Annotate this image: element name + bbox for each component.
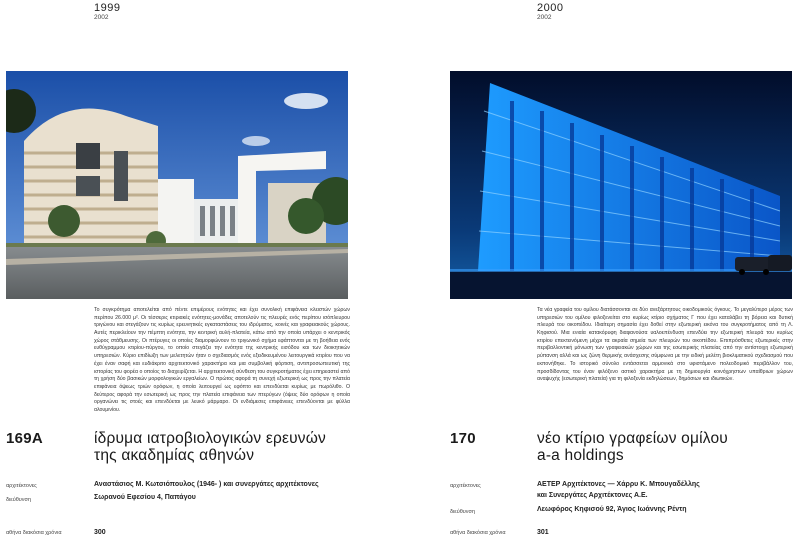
years-sub: 2002 [94,14,109,21]
title-line-2: της ακαδημίας αθηνών [94,447,255,464]
footer-label: αθήνα διακόσια χρόνια [450,530,506,536]
photo-aa-holdings-building [450,71,792,299]
page-number: 300 [94,529,106,536]
architects-line-1: ΑΕΤΕΡ Αρχιτέκτονες — Χάρρυ Κ. Μπουγαδέλλης [537,481,700,488]
entry-number: 169A [6,430,44,447]
page-number: 301 [537,529,549,536]
right-page [400,0,800,538]
architects-label: αρχιτέκτονες [450,483,481,489]
footer-label: αθήνα διακόσια χρόνια [6,530,62,536]
photo-medical-research-foundation [6,71,348,299]
address-value: Σωρανού Εφεσίου 4, Παπάγου [94,494,196,501]
architects-value [537,479,797,501]
year: 2000 [537,2,564,14]
address-label: διεύθυνση [6,497,32,503]
title-line-1: νέο κτίριο γραφείων ομίλου [537,430,728,447]
entry-title [537,430,797,464]
years-sub: 2002 [537,14,552,21]
title-line-2: a-a holdings [537,447,624,464]
address-value: Λεωφόρος Κηφισού 92, Άγιος Ιωάννης Ρέντη [537,506,687,513]
address-label: διεύθυνση [450,509,476,515]
year: 1999 [94,2,121,14]
architects-value: Αναστάσιος Μ. Κωτσιόπουλος (1946- ) και συνεργάτες αρχιτέκτονες [94,481,319,488]
architects-label: αρχιτέκτονες [6,483,37,489]
description-text: Το συγκρότημα αποτελείται από πέντε επιμέρους ενότητες και έχει συνολική επιφάνεια κλειστών χώρων περίπου 26.000 μ². Οι τέσσερις κτιριακές ενότητες-μονάδες αποτελούν τις πλευρές ενός περίπου ισόπλευρου τριγώνου και στεγάζουν τις κυρίως ερευνητικές εγκαταστάσεις του ιδρύματος, κοινές και γραφειακούς χώρους. Αυτές περικλείουν την πέμπτη ενότητα, την κεντρική αυλή-πλατεία, κάτω από την οποία υπάρχει ο κεντρικός χώρος στάθμευσης. Οι πτέρυγες οι οποίες διαμορφώνουν το τριγωνικό σχήμα εφάπτονται με τη βοήθεια ενός ευθύγραμμου κτιρίου-πύργου, το οποίο στεγάζει την ενότητα της κεντρικής εισόδου και των διοικητικών υπηρεσιών. Κύριο επιδίωξη των μελετητών ήταν ο σχεδιασμός ενός εξειδικευμένου λειτουργικά κτιρίου που να έχει έναν σαφή και ευδιάκριτο αρχιτεκτονικό χαρακτήρα και μια συμβολική φόρτιση, αντιπροσωπευτική της ιστορίας του φορέα ο οποίος το διαχειρίζεται. Η αρχιτεκτονική σύνθεση του συγκροτήματος έχει επηρεαστεί από τη χρήση δύο βασικών μορφολογικών εργαλείων. Ο πρώτος αφορά τη συνεχή εξωτερική ως προς την πλατεία επιφάνεια όψεως τριών ορόφων, η οποία λειτουργεί ως εφόπτο και επενδύεται κυρίως με πωρόλιθο. Ο δεύτερος αφορά την εσωτερική ως προς την πλατεία επιφάνεια των πτερύγων (όψεις δύο ορόφων η οποία οργανώνει τις στοές και επενδύεται με λευκό μάρμαρο. Οι ενδιάμεσες επιφάνειες επενδύονται με φύλλα αλουμινίου. [94,307,350,413]
architects-line-2: και Συνεργάτες Αρχιτέκτονες Α.Ε. [537,492,648,499]
description-text: Τα νέα γραφεία του ομίλου διατάσσονται σε δύο ανεξάρτητους οικοδομικούς όγκους. Το μεγαλύτερο μέρος των υπηρεσιών του ομίλου φιλοξενείται στο κυρίως κτίριο σχήματος Γ που έχει καταλάβει τη βόρεια και δυτική πλευρά του οικοπέδου. Ιδιαίτερη σημασία έχει δοθεί στην εξωτερική εικόνα του συγκροτήματος από τη Λ. Κηφισού. Μια ενιαία κατακόρυφη διαφανούσα υαλοεπένδυση επενδύει την εξωτερική πλευρά του κυρίως κτιρίου επεκτεινόμενη μέχρι τα ακραία σημεία των πλευρών του οικοπέδου. Επιπρόσθετες εξωτερικές στην περιβαλλοντική μόνωση των γραφειακών χώρων και της εσωτερικής πλατείας από την αντίστοιχη εξωτερική ρύπανση αλλά και ως ζώνη θερμικής ανάσχεσης σύμφωνα με την ειδική μελέτη βιοκλιματικού σχεδιασμού που εκπονήθηκε. Το ιστορικό σύνολο εντάσσεται αρμονικά στο υφιστάμενο πολεοδομικό περιβάλλον του, προσδίδοντας του έναν φιλόξενο αστικό χαρακτήρα με τη δημιουργία κοινόχρηστων υπαίθριων χώρων αναψυχής (εσωτερική πλατεία) για τη φιλοξενία εκδηλώσεων, δημόσιων και ιδιωτικών. [537,307,793,383]
entry-title [94,430,394,464]
entry-number: 170 [450,430,476,447]
title-line-1: ίδρυμα ιατροβιολογικών ερευνών [94,430,326,447]
